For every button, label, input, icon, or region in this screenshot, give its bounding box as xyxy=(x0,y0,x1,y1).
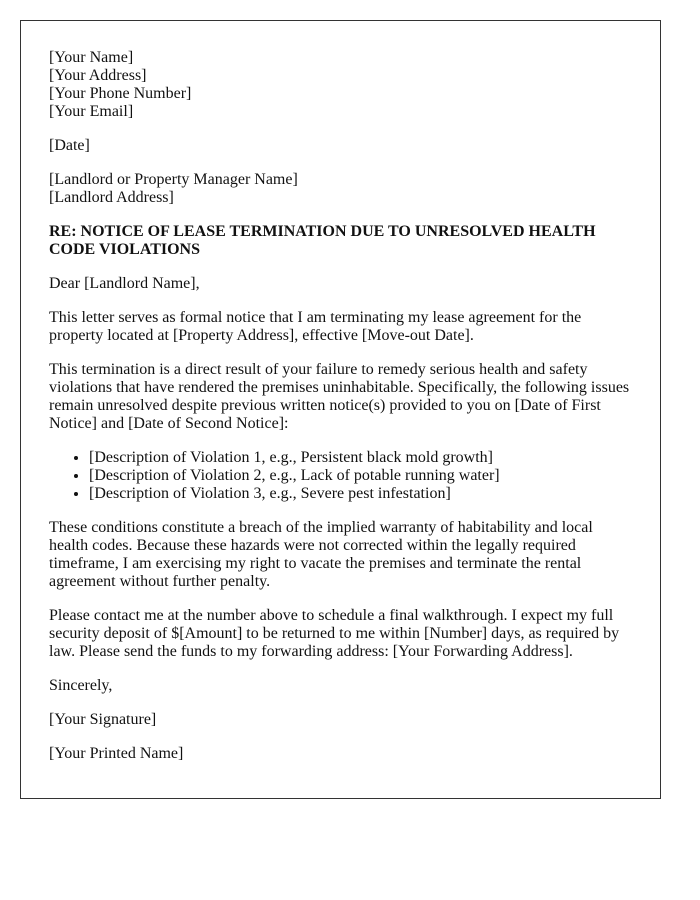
paragraph-breach: These conditions constitute a breach of the implied warranty of habitability and local health codes. Because these hazards were not corrected within the legally required timeframe, I am exercising my right to vacate the premises and terminate the rental agreement without further penalty. xyxy=(49,519,593,590)
list-item: • [Description of Violation 2, e.g., Lack of potable running water] xyxy=(89,467,632,485)
sender-block xyxy=(49,49,632,121)
letter-document xyxy=(20,20,661,799)
salutation: Dear [Landlord Name], xyxy=(49,275,200,292)
list-item: • [Description of Violation 3, e.g., Severe pest infestation] xyxy=(89,485,632,503)
violations-list xyxy=(49,449,632,503)
letter-date: [Date] xyxy=(49,137,90,154)
signature: [Your Signature] xyxy=(49,711,157,728)
subject-line: RE: NOTICE OF LEASE TERMINATION DUE TO UNRESOLVED HEALTH CODE VIOLATIONS xyxy=(49,223,596,258)
printed-name: [Your Printed Name] xyxy=(49,745,184,762)
paragraph-notice: This letter serves as formal notice that I am terminating my lease agreement for the property located at [Property Address], effective [Move-out Date]. xyxy=(49,309,582,344)
recipient-name: [Landlord or Property Manager Name] xyxy=(49,171,298,188)
sender-phone: [Your Phone Number] xyxy=(49,85,192,102)
paragraph-reason: This termination is a direct result of your failure to remedy serious health and safety violations that have rendered the premises uninhabitable. Specifically, the following issues remain unresolved despite previous written notice(s) provided to you on [Date of First Notice] and [Date of Second Notice]: xyxy=(49,361,630,432)
paragraph-deposit: Please contact me at the number above to schedule a final walkthrough. I expect my full security deposit of $[Amount] to be returned to me within [Number] days, as required by law. Please send the funds to my forwarding address: [Your Forwarding Address]. xyxy=(49,607,620,660)
list-item: • [Description of Violation 1, e.g., Persistent black mold growth] xyxy=(89,449,632,467)
sender-address: [Your Address] xyxy=(49,67,147,84)
recipient-block xyxy=(49,171,632,207)
closing: Sincerely, xyxy=(49,677,113,694)
sender-email: [Your Email] xyxy=(49,103,134,120)
recipient-address: [Landlord Address] xyxy=(49,189,174,206)
sender-name: [Your Name] xyxy=(49,49,134,66)
